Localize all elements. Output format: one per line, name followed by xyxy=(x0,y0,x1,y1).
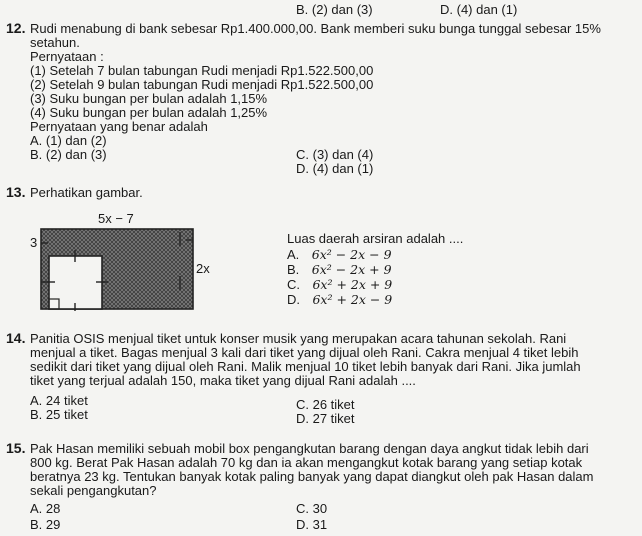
question-line-1: Pak Hasan memiliki sebuah mobil box pengangkutan barang dengan daya angkut tidak lebih dari xyxy=(30,441,589,456)
question-stem-cont: setahun. xyxy=(30,35,80,50)
question-number: 15. xyxy=(6,440,26,456)
figure-label-left: 3 xyxy=(30,235,38,250)
option-d[interactable]: D. (4) dan (1) xyxy=(296,161,374,176)
option-expression: 6x² + 2x + 9 xyxy=(312,277,393,292)
question-line-2: 800 kg. Berat Pak Hasan adalah 70 kg dan ia akan mengangkut kotak barang yang setiap kotak xyxy=(30,455,583,470)
statement-3: (3) Suku bungan per bulan adalah 1,15% xyxy=(30,91,268,106)
shaded-area-figure xyxy=(40,226,200,312)
question-line-2: menjual a tiket. Bagas menjual 3 kali dari tiket yang dijual oleh Rani. Cakra menjual 4 tiket lebih xyxy=(30,345,579,360)
question-number: 12. xyxy=(6,20,26,36)
option-d[interactable] xyxy=(287,291,392,309)
option-b[interactable]: B. (2) dan (3) xyxy=(30,147,107,162)
statement-1: (1) Setelah 7 bulan tabungan Rudi menjadi Rp1.522.500,00 xyxy=(30,63,374,78)
question-line-4: sekali pengangkutan? xyxy=(30,483,157,498)
option-c[interactable]: C. 26 tiket xyxy=(296,397,355,412)
option-letter: A. xyxy=(287,247,300,262)
option-d[interactable]: D. 27 tiket xyxy=(296,411,355,426)
option-letter: C. xyxy=(287,277,300,292)
question-number: 13. xyxy=(6,184,26,200)
statement-2: (2) Setelah 9 bulan tabungan Rudi menjadi Rp1.522.500,00 xyxy=(30,77,374,92)
option-c[interactable]: C. (3) dan (4) xyxy=(296,147,374,162)
statements-label: Pernyataan : xyxy=(30,49,104,64)
option-a[interactable]: A. (1) dan (2) xyxy=(30,133,107,148)
option-letter: D. xyxy=(287,292,300,307)
inner-square xyxy=(49,256,102,309)
question-prompt: Pernyataan yang benar adalah xyxy=(30,119,208,134)
question-line-3: beratnya 23 kg. Tentukan banyak kotak paling banyak yang dapat diangkut oleh pak Hasan dalam xyxy=(30,469,594,484)
option-a[interactable]: A. 24 tiket xyxy=(30,393,88,408)
option-expression: 6x² − 2x + 9 xyxy=(311,262,392,277)
option-d[interactable]: D. 31 xyxy=(296,517,328,532)
question-line-1: Panitia OSIS menjual tiket untuk konser musik yang merupakan acara tahunan sekolah. Rani xyxy=(30,331,567,346)
option-letter: B. xyxy=(287,262,300,277)
question-stem: Perhatikan gambar. xyxy=(30,185,143,200)
option-b[interactable]: B. 25 tiket xyxy=(30,407,88,422)
statement-4: (4) Suku bungan per bulan adalah 1,25% xyxy=(30,105,268,120)
prev-option-d: D. (4) dan (1) xyxy=(440,2,518,17)
question-line-4: tiket yang terjual adalah 150, maka tiket yang dijual Rani adalah .... xyxy=(30,373,416,388)
question-stem: Rudi menabung di bank sebesar Rp1.400.000,00. Bank memberi suku bunga tunggal sebesar 15% xyxy=(30,21,601,36)
question-prompt: Luas daerah arsiran adalah .... xyxy=(287,231,464,246)
option-expression: 6x² + 2x − 9 xyxy=(312,292,393,307)
question-line-3: sedikit dari tiket yang dijual oleh Rani. Malik menjual 10 tiket lebih banyak dari Rani. Jika jumlah xyxy=(30,359,581,374)
option-a[interactable]: A. 28 xyxy=(30,501,61,516)
prev-option-b: B. (2) dan (3) xyxy=(296,2,373,17)
option-c[interactable]: C. 30 xyxy=(296,501,328,516)
option-b[interactable]: B. 29 xyxy=(30,517,61,532)
figure-label-right: 2x xyxy=(196,261,210,276)
rectangle-diagram xyxy=(40,226,200,312)
figure-label-top: 5x − 7 xyxy=(98,211,134,226)
option-expression: 6x² − 2x − 9 xyxy=(311,247,392,262)
question-number: 14. xyxy=(6,330,26,346)
